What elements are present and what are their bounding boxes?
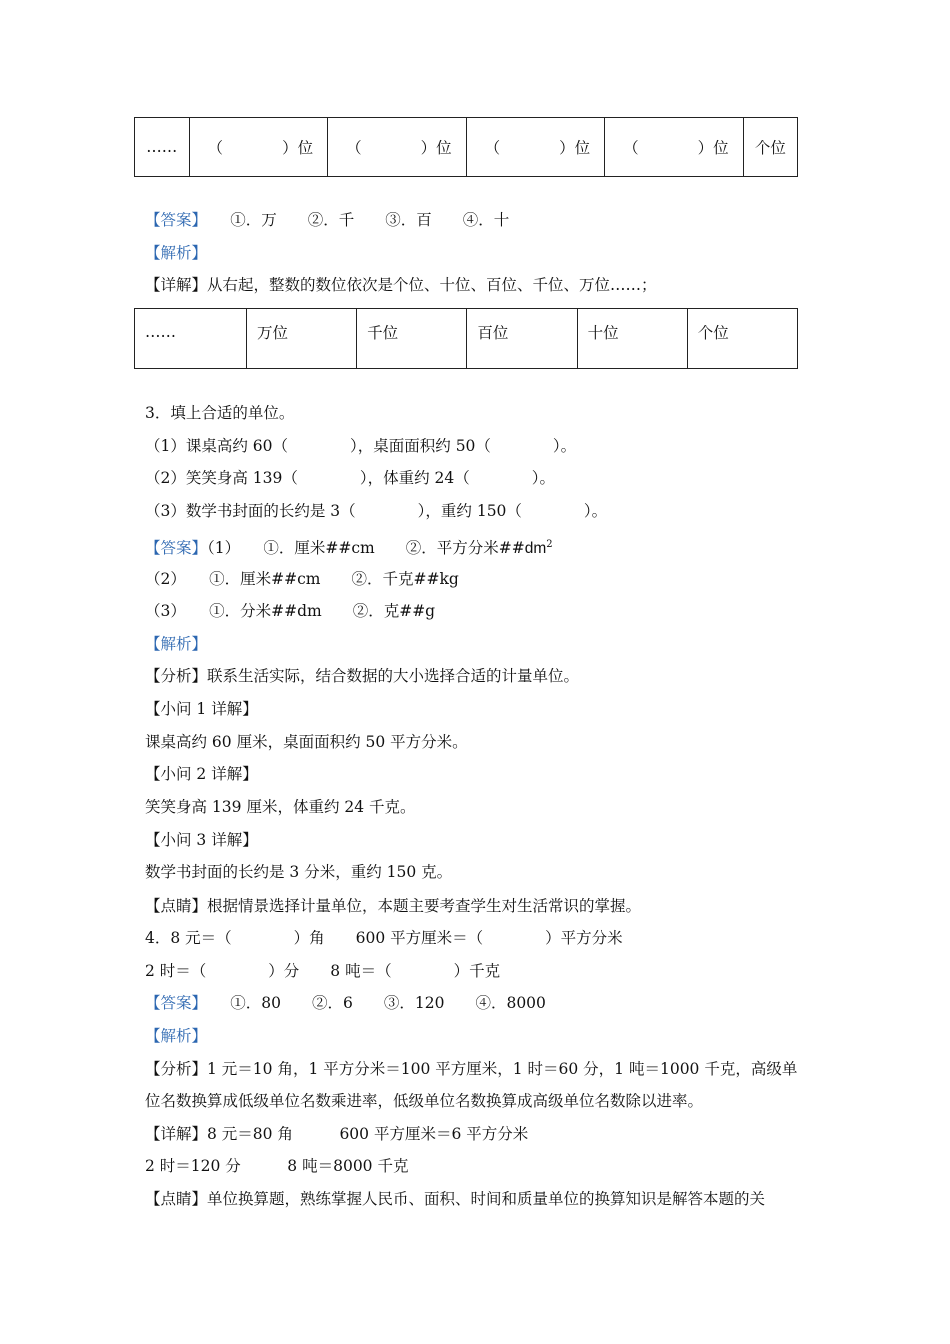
analysis-tag: 【解析】 <box>145 244 208 262</box>
ones-place-cell: 个位 <box>743 118 797 177</box>
question-3-item-3: （3）数学书封面的长约是 3（ ），重约 150（ ）。 <box>145 502 608 520</box>
question-4-answer: 【答案】 ①．80 ②．6 ③．120 ④．8000 <box>145 994 546 1012</box>
question-3-answer-1: 【答案】（1） ①．厘米##cm ②．平方分米$\#\#dm^2$ <box>145 539 553 558</box>
ten-thousands-cell: 万位 <box>246 309 356 369</box>
question-3-answer-3: （3） ①．分米##dm ②．克##g <box>145 602 436 620</box>
question-3-title: 3．填上合适的单位。 <box>145 404 295 422</box>
place-value-blank-table <box>134 117 798 177</box>
analysis-text: 【分析】联系生活实际，结合数据的大小选择合适的计量单位。 <box>145 667 580 685</box>
analysis-text-2: 位名数换算成低级单位名数乘进率，低级单位名数换算成高级单位名数除以进率。 <box>145 1092 704 1110</box>
thousands-cell: 千位 <box>357 309 467 369</box>
question-3-item-2: （2）笑笑身高 139（ ），体重约 24（ ）。 <box>145 469 556 487</box>
place-value-table <box>134 308 798 369</box>
sub-question-2-tag: 【小问 2 详解】 <box>145 765 258 783</box>
answer-line: 【答案】 ①．万 ②．千 ③．百 ④．十 <box>145 211 510 229</box>
detail-line: 【详解】从右起，整数的数位依次是个位、十位、百位、千位、万位……； <box>145 276 657 294</box>
detail-line-2: 2 时＝120 分 8 吨＝8000 千克 <box>145 1157 409 1175</box>
blank-place-cell: （ ）位 <box>328 118 467 177</box>
comment-text: 【点睛】单位换算题，熟练掌握人民币、面积、时间和质量单位的换算知识是解答本题的关 <box>145 1190 766 1208</box>
tens-cell: 十位 <box>577 309 687 369</box>
sub-question-1-text: 课桌高约 60 厘米，桌面面积约 50 平方分米。 <box>145 733 468 751</box>
blank-place-cell: （ ）位 <box>605 118 744 177</box>
ellipsis-cell: …… <box>135 118 190 177</box>
detail-line-1: 【详解】8 元＝80 角 600 平方厘米＝6 平方分米 <box>145 1125 529 1143</box>
blank-place-cell: （ ）位 <box>466 118 605 177</box>
comment-text: 【点睛】根据情景选择计量单位，本题主要考查学生对生活常识的掌握。 <box>145 897 642 915</box>
hundreds-cell: 百位 <box>467 309 577 369</box>
analysis-tag: 【解析】 <box>145 1027 208 1045</box>
analysis-text-1: 【分析】1 元＝10 角，1 平方分米＝100 平方厘米，1 时＝60 分，1 吨＝1000 千克，高级单 <box>145 1060 798 1078</box>
sub-question-3-text: 数学书封面的长约是 3 分米，重约 150 克。 <box>145 863 453 881</box>
question-3-answer-2: （2） ①．厘米##cm ②．千克##kg <box>145 570 459 588</box>
question-4-line-1: 4．8 元＝（ ）角 600 平方厘米＝（ ）平方分米 <box>145 929 623 947</box>
analysis-tag: 【解析】 <box>145 635 208 653</box>
sub-question-2-text: 笑笑身高 139 厘米，体重约 24 千克。 <box>145 798 416 816</box>
ellipsis-cell: …… <box>135 309 247 369</box>
ones-cell: 个位 <box>687 309 797 369</box>
sub-question-1-tag: 【小问 1 详解】 <box>145 700 258 718</box>
blank-place-cell: （ ）位 <box>189 118 328 177</box>
question-3-item-1: （1）课桌高约 60（ ），桌面面积约 50（ ）。 <box>145 437 577 455</box>
question-4-line-2: 2 时＝（ ）分 8 吨＝（ ）千克 <box>145 962 501 980</box>
sub-question-3-tag: 【小问 3 详解】 <box>145 831 258 849</box>
